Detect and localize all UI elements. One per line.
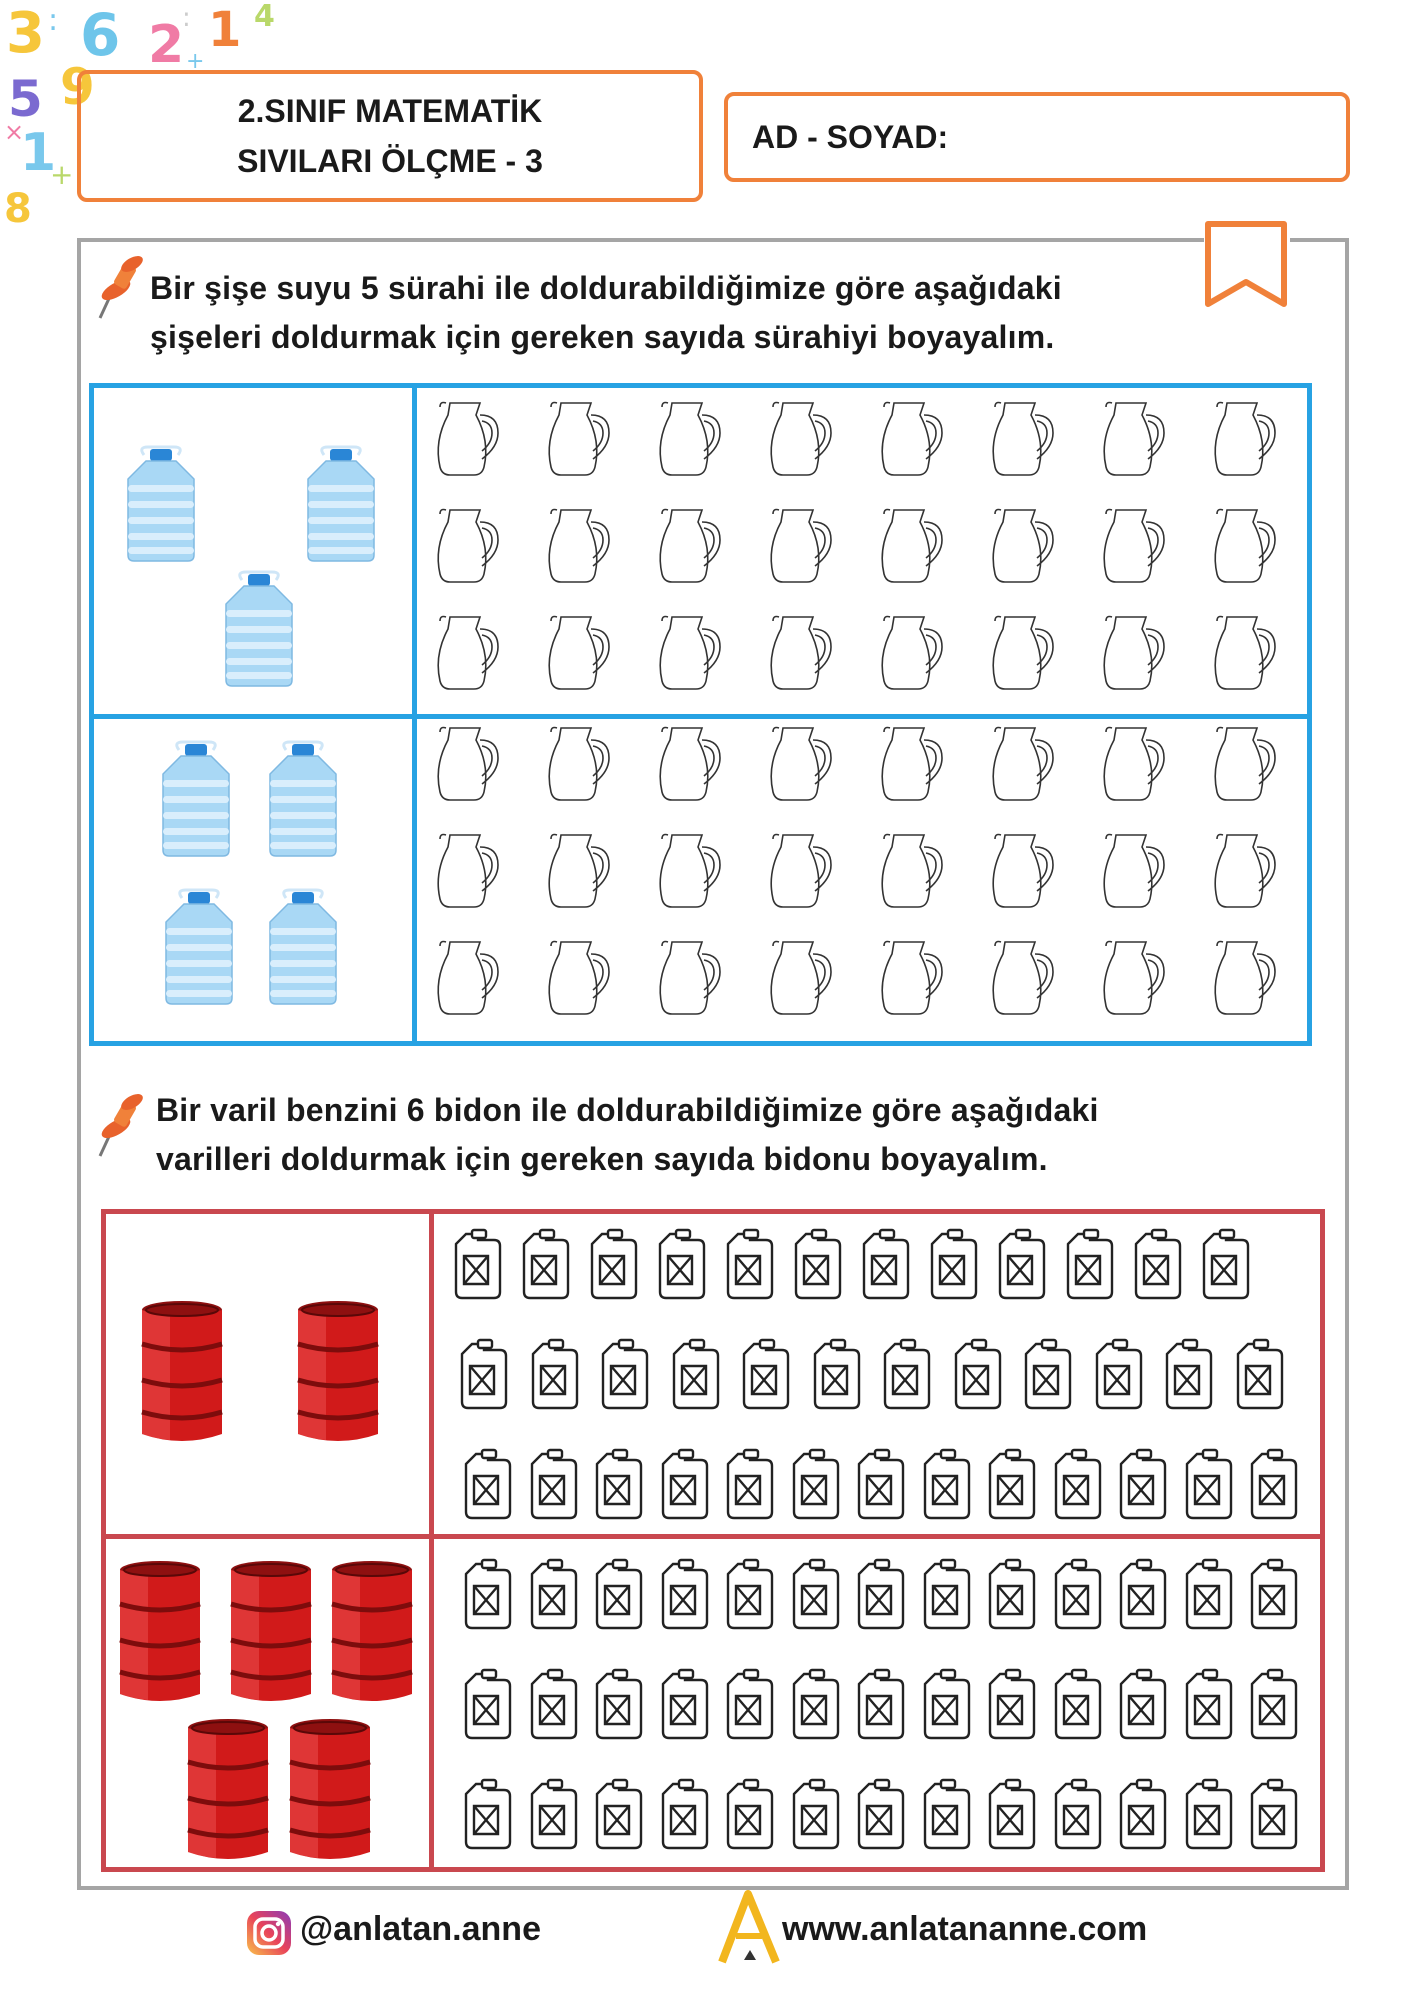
canister-outline[interactable] — [1050, 1448, 1104, 1522]
canister-outline[interactable] — [788, 1778, 842, 1852]
jug-outline[interactable] — [987, 395, 1057, 479]
canister-outline[interactable] — [1130, 1228, 1184, 1302]
jug-outline[interactable] — [765, 609, 835, 693]
canister-outline[interactable] — [722, 1228, 776, 1302]
water-bottle-icon — [158, 888, 240, 1010]
jug-outline[interactable] — [1098, 502, 1168, 586]
jug-outline[interactable] — [987, 502, 1057, 586]
canister-outline[interactable] — [722, 1558, 776, 1632]
svg-text:+: + — [186, 49, 205, 74]
canister-outline[interactable] — [668, 1338, 722, 1412]
barrel-icon — [330, 1560, 416, 1706]
svg-text:3: 3 — [6, 1, 45, 66]
canister-outline[interactable] — [919, 1558, 973, 1632]
jug-outline[interactable] — [876, 827, 946, 911]
svg-text:4: 4 — [254, 0, 275, 34]
canister-outline[interactable] — [790, 1228, 844, 1302]
canister-outline[interactable] — [1091, 1338, 1145, 1412]
jug-outline[interactable] — [543, 720, 613, 804]
jug-outline[interactable] — [765, 934, 835, 1018]
canister-outline[interactable] — [722, 1778, 776, 1852]
canister-outline[interactable] — [1020, 1338, 1074, 1412]
jug-outline[interactable] — [1098, 609, 1168, 693]
canister-outline[interactable] — [853, 1668, 907, 1742]
instagram-icon — [246, 1910, 292, 1956]
jug-outline[interactable] — [876, 609, 946, 693]
jug-outline[interactable] — [654, 827, 724, 911]
canister-outline[interactable] — [1246, 1558, 1300, 1632]
jug-outline[interactable] — [654, 720, 724, 804]
question-2-line-1: Bir varil benzini 6 bidon ile doldurabildiğimize göre aşağıdaki — [156, 1092, 1099, 1128]
canister-outline[interactable] — [657, 1448, 711, 1522]
canister-outline[interactable] — [597, 1338, 651, 1412]
canister-outline[interactable] — [950, 1338, 1004, 1412]
jug-outline[interactable] — [1209, 395, 1279, 479]
question-1-line-2: şişeleri doldurmak için gereken sayıda sürahiyi boyayalım. — [150, 319, 1055, 355]
canister-outline[interactable] — [788, 1448, 842, 1522]
svg-text:5: 5 — [8, 70, 43, 128]
svg-text:1: 1 — [20, 123, 57, 183]
canister-outline[interactable] — [1050, 1668, 1104, 1742]
canister-outline[interactable] — [460, 1778, 514, 1852]
water-bottle-icon — [120, 445, 202, 567]
jug-outline[interactable] — [432, 934, 502, 1018]
canister-outline[interactable] — [984, 1668, 1038, 1742]
title-line-1: 2.SINIF MATEMATİK — [237, 93, 543, 129]
website-url[interactable]: www.anlatananne.com — [782, 1910, 1148, 1948]
barrel-icon — [186, 1718, 272, 1864]
canister-outline[interactable] — [1161, 1338, 1215, 1412]
jug-outline[interactable] — [432, 827, 502, 911]
barrel-icon — [296, 1300, 382, 1446]
barrel-icon — [140, 1300, 226, 1446]
question-1-line-1: Bir şişe suyu 5 sürahi ile doldurabildiğimize göre aşağıdaki — [150, 270, 1062, 306]
canister-outline[interactable] — [722, 1668, 776, 1742]
canister-outline[interactable] — [657, 1778, 711, 1852]
jug-outline[interactable] — [765, 502, 835, 586]
canister-outline[interactable] — [1115, 1778, 1169, 1852]
svg-text:+: + — [50, 158, 74, 191]
canister-outline[interactable] — [853, 1448, 907, 1522]
svg-text::: : — [182, 3, 191, 33]
canister-outline[interactable] — [1232, 1338, 1286, 1412]
jug-outline[interactable] — [876, 502, 946, 586]
jug-outline[interactable] — [1098, 720, 1168, 804]
jug-outline[interactable] — [987, 827, 1057, 911]
jug-outline[interactable] — [765, 827, 835, 911]
jug-outline[interactable] — [543, 395, 613, 479]
canister-outline[interactable] — [1050, 1558, 1104, 1632]
canister-outline[interactable] — [1198, 1228, 1252, 1302]
jug-outline[interactable] — [765, 720, 835, 804]
instagram-handle[interactable]: @anlatan.anne — [300, 1910, 541, 1948]
jug-outline[interactable] — [1098, 827, 1168, 911]
canister-outline[interactable] — [586, 1228, 640, 1302]
jug-outline[interactable] — [1209, 720, 1279, 804]
jug-outline[interactable] — [432, 395, 502, 479]
canister-outline[interactable] — [657, 1558, 711, 1632]
water-bottle-icon — [218, 570, 300, 692]
canister-outline[interactable] — [460, 1448, 514, 1522]
canister-outline[interactable] — [919, 1668, 973, 1742]
canister-outline[interactable] — [994, 1228, 1048, 1302]
jug-outline[interactable] — [1098, 934, 1168, 1018]
canister-outline[interactable] — [456, 1338, 510, 1412]
canister-outline[interactable] — [788, 1558, 842, 1632]
canister-outline[interactable] — [654, 1228, 708, 1302]
jug-outline[interactable] — [654, 395, 724, 479]
canister-outline[interactable] — [738, 1338, 792, 1412]
canister-outline[interactable] — [591, 1448, 645, 1522]
jug-outline[interactable] — [1209, 502, 1279, 586]
barrel-icon — [229, 1560, 315, 1706]
canister-outline[interactable] — [526, 1778, 580, 1852]
water-bottle-icon — [155, 740, 237, 862]
svg-text:8: 8 — [4, 186, 32, 232]
canister-outline[interactable] — [526, 1448, 580, 1522]
canister-outline[interactable] — [591, 1558, 645, 1632]
canister-outline[interactable] — [1115, 1558, 1169, 1632]
canister-outline[interactable] — [788, 1668, 842, 1742]
canister-outline[interactable] — [526, 1558, 580, 1632]
svg-text:1: 1 — [208, 2, 242, 58]
jug-outline[interactable] — [432, 609, 502, 693]
canister-outline[interactable] — [1115, 1448, 1169, 1522]
canister-outline[interactable] — [984, 1558, 1038, 1632]
jug-outline[interactable] — [543, 502, 613, 586]
canister-outline[interactable] — [518, 1228, 572, 1302]
jug-outline[interactable] — [432, 720, 502, 804]
jug-outline[interactable] — [765, 395, 835, 479]
canister-outline[interactable] — [809, 1338, 863, 1412]
canister-outline[interactable] — [526, 1668, 580, 1742]
canister-outline[interactable] — [460, 1558, 514, 1632]
jug-outline[interactable] — [654, 609, 724, 693]
title-line-2: SIVILARI ÖLÇME - 3 — [237, 143, 543, 179]
jug-outline[interactable] — [1209, 609, 1279, 693]
canister-outline[interactable] — [450, 1228, 504, 1302]
jug-outline[interactable] — [987, 609, 1057, 693]
canister-outline[interactable] — [1181, 1558, 1235, 1632]
canister-outline[interactable] — [1115, 1668, 1169, 1742]
canister-outline[interactable] — [1246, 1448, 1300, 1522]
barrel-icon — [288, 1718, 374, 1864]
canister-outline[interactable] — [1181, 1778, 1235, 1852]
jug-outline[interactable] — [876, 934, 946, 1018]
svg-text:9: 9 — [60, 58, 95, 116]
canister-outline[interactable] — [591, 1778, 645, 1852]
canister-outline[interactable] — [722, 1448, 776, 1522]
jug-outline[interactable] — [876, 395, 946, 479]
canister-outline[interactable] — [527, 1338, 581, 1412]
canister-outline[interactable] — [879, 1338, 933, 1412]
barrel-icon — [118, 1560, 204, 1706]
canister-outline[interactable] — [984, 1448, 1038, 1522]
name-label: AD - SOYAD: — [752, 118, 949, 155]
jug-outline[interactable] — [987, 934, 1057, 1018]
jug-outline[interactable] — [432, 502, 502, 586]
jug-outline[interactable] — [654, 502, 724, 586]
jug-outline[interactable] — [543, 827, 613, 911]
canister-outline[interactable] — [853, 1558, 907, 1632]
canister-outline[interactable] — [1050, 1778, 1104, 1852]
jug-outline[interactable] — [654, 934, 724, 1018]
canister-outline[interactable] — [657, 1668, 711, 1742]
canister-outline[interactable] — [919, 1778, 973, 1852]
canister-outline[interactable] — [984, 1778, 1038, 1852]
canister-outline[interactable] — [1246, 1778, 1300, 1852]
site-logo-icon — [718, 1890, 782, 1966]
jug-outline[interactable] — [987, 720, 1057, 804]
canister-outline[interactable] — [1181, 1448, 1235, 1522]
canister-outline[interactable] — [460, 1668, 514, 1742]
canister-outline[interactable] — [853, 1778, 907, 1852]
svg-text:2: 2 — [148, 15, 185, 75]
svg-text:6: 6 — [80, 1, 121, 69]
water-bottle-icon — [262, 888, 344, 1010]
question-2-line-2: varilleri doldurmak için gereken sayıda bidonu boyayalım. — [156, 1141, 1048, 1177]
svg-text:×: × — [4, 118, 25, 146]
jug-outline[interactable] — [1098, 395, 1168, 479]
canister-outline[interactable] — [858, 1228, 912, 1302]
jug-outline[interactable] — [1209, 827, 1279, 911]
canister-outline[interactable] — [1246, 1668, 1300, 1742]
jug-outline[interactable] — [543, 934, 613, 1018]
jug-outline[interactable] — [1209, 934, 1279, 1018]
jug-outline[interactable] — [876, 720, 946, 804]
canister-outline[interactable] — [591, 1668, 645, 1742]
jug-outline[interactable] — [543, 609, 613, 693]
canister-outline[interactable] — [926, 1228, 980, 1302]
canister-outline[interactable] — [1181, 1668, 1235, 1742]
svg-text::: : — [48, 3, 59, 38]
canister-outline[interactable] — [919, 1448, 973, 1522]
water-bottle-icon — [300, 445, 382, 567]
water-bottle-icon — [262, 740, 344, 862]
canister-outline[interactable] — [1062, 1228, 1116, 1302]
